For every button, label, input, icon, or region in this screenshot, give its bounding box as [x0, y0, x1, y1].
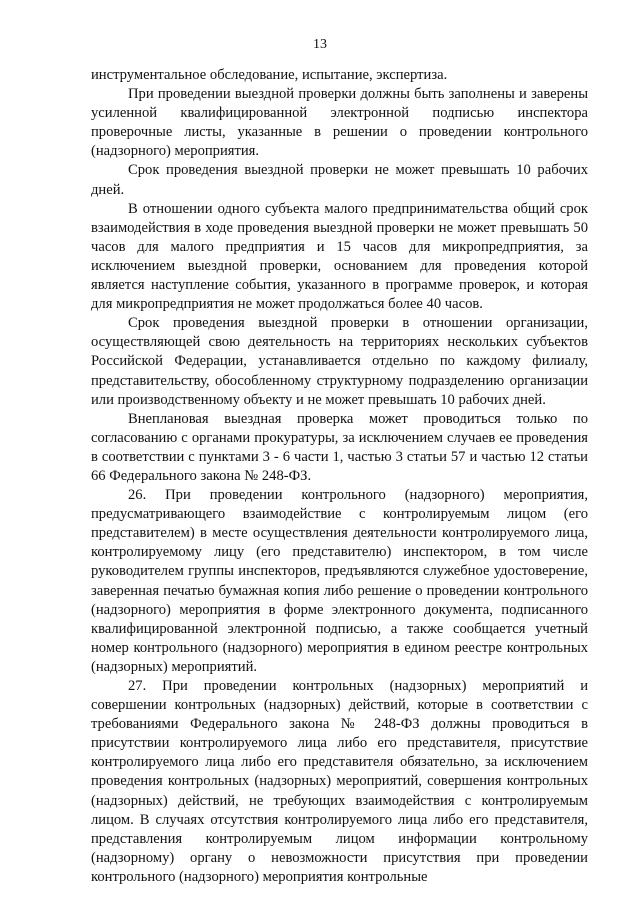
paragraph-item-26: 26. При проведении контрольного (надзорного) мероприятия, предусматривающего взаимодействие с контролируемым лицом (его представителем) в месте осуществления деятельности контролируемого лица, контролируемому лицу (его представителю) инспектором, в том числе руководителем группы инспекторов, предъявляются служебное удостоверение, заверенная печатью бумажная копия либо решение о проведении контрольного (надзорного) мероприятия в форме электронного документа, подписанного квалифицированной электронной подписью, а также сообщается учетный номер контрольного (надзорного) мероприятия в едином реестре контрольных (надзорных) мероприятий.: [91, 487, 588, 675]
paragraph-small-business-term: В отношении одного субъекта малого предпринимательства общий срок взаимодействия в ходе проведения выездной проверки не может превышать 50 часов для малого предприятия и 15 часов для микропредприятия, за исключением выездной проверки, основанием для проведения которой является наступление события, указанного в программе проверок, и которая для микропредприятия не может продолжаться более 40 часов.: [91, 200, 588, 313]
paragraph-organization-term: Срок проведения выездной проверки в отношении организации, осуществляющей свою деятельность на территориях нескольких субъектов Российской Федерации, устанавливается отдельно по каждому филиалу, представительству, обособленному структурному подразделению организации или производственному объекту и не может превышать 10 рабочих дней.: [91, 315, 588, 408]
paragraph-continuation: инструментальное обследование, испытание, экспертиза.: [91, 67, 448, 83]
document-body: [91, 66, 588, 887]
paragraph-item-27: 27. При проведении контрольных (надзорных) мероприятий и совершении контрольных (надзорных) действий, которые в соответствии с требованиями Федерального закона № 248-ФЗ должны проводиться в присутствии контролируемого лица либо его представителя, присутствие контролируемого лица либо его представителя обязательно, за исключением проведения контрольных (надзорных) мероприятий, совершения контрольных (надзорных) действий, не требующих взаимодействия с контролируемым лицом. В случаях отсутствия контролируемого лица либо его представителя, представления контролируемым лицом информации контрольному (надзорному) органу о невозможности присутствия при проведении контрольного (надзорного) мероприятия контрольные: [91, 678, 588, 885]
paragraph-inspection-term: Срок проведения выездной проверки не может превышать 10 рабочих дней.: [91, 162, 588, 198]
page-number: 13: [313, 37, 327, 52]
paragraph-checklists: При проведении выездной проверки должны быть заполнены и заверены усиленной квалифицированной электронной подписью инспектора проверочные листы, указанные в решении о проведении контрольного (надзорного) мероприятия.: [91, 86, 588, 160]
paragraph-unscheduled-inspection: Внеплановая выездная проверка может проводиться только по согласованию с органами прокуратуры, за исключением случаев ее проведения в соответствии с пунктами 3 - 6 части 1, частью 3 статьи 57 и частью 12 статьи 66 Федерального закона № 248-ФЗ.: [91, 410, 588, 484]
